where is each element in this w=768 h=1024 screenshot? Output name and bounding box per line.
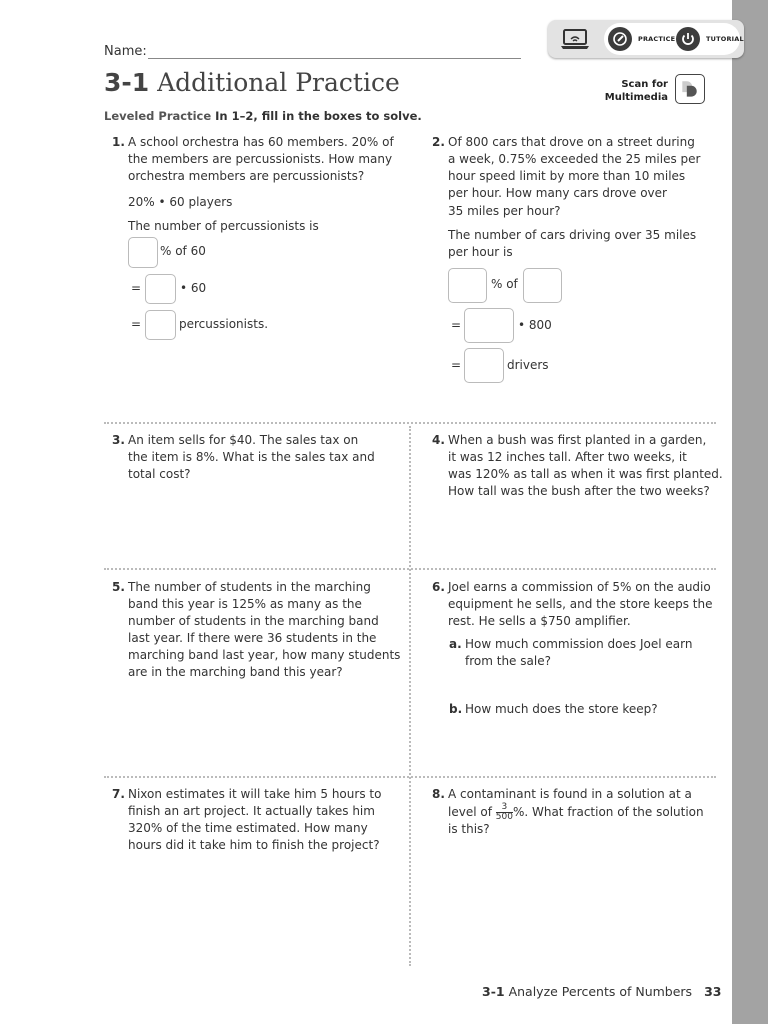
problem-4-text-line: was 120% as tall as when it was first planted. — [448, 467, 723, 481]
power-icon — [676, 27, 700, 51]
column-divider — [409, 426, 411, 966]
answer-box-1b[interactable] — [145, 274, 176, 304]
problem-6a-label: a. — [449, 637, 462, 651]
problem-2-text-line: Of 800 cars that drove on a street during — [448, 135, 695, 149]
problem-6a-text-line: from the sale? — [465, 654, 551, 668]
footer-lesson-title: Analyze Percents of Numbers — [508, 984, 693, 999]
problem-1-text-line: the members are percussionists. How many — [128, 152, 393, 166]
name-label: Name: — [104, 44, 147, 59]
problem-2-step3: drivers — [507, 358, 549, 372]
problem-5-text-line: band this year is 125% as many as the — [128, 597, 362, 611]
answer-box-2a[interactable] — [448, 268, 487, 303]
fraction-numerator: 3 — [496, 803, 513, 813]
fraction — [496, 803, 513, 822]
problem-1-answer-intro: The number of percussionists is — [128, 219, 319, 233]
problem-1-text-line: orchestra members are percussionists? — [128, 169, 365, 183]
problem-2-text-line: 35 miles per hour? — [448, 204, 561, 218]
problem-2-step1: % of — [491, 277, 518, 291]
scan-line-2: Multimedia — [604, 92, 668, 103]
fraction-denominator: 500 — [495, 812, 513, 822]
leveled-practice-label: Leveled Practice — [104, 109, 212, 123]
problem-1-step3: percussionists. — [179, 317, 269, 331]
tutorial-button[interactable] — [676, 27, 700, 51]
footer-lesson-number: 3-1 — [482, 984, 505, 999]
problem-6-text-line: equipment he sells, and the store keeps the — [448, 597, 713, 611]
multimedia-logo-icon — [676, 75, 703, 102]
problem-1-text-line: A school orchestra has 60 members. 20% of — [128, 135, 394, 149]
practice-pencil-icon — [608, 27, 632, 51]
problem-6-number: 6. — [432, 580, 445, 594]
problem-8-text-line: is this? — [448, 822, 490, 836]
answer-box-1c[interactable] — [145, 310, 176, 340]
problem-3-number: 3. — [112, 433, 125, 447]
divider — [104, 422, 716, 424]
problem-5-text-line: are in the marching band this year? — [128, 665, 343, 679]
problem-4-text-line: How tall was the bush after the two weeks? — [448, 484, 710, 498]
problem-5-text-line: last year. If there were 36 students in the — [128, 631, 377, 645]
scan-for-multimedia — [600, 78, 668, 104]
equals-sign: = — [451, 358, 462, 372]
toolbar-pill — [604, 23, 744, 55]
leveled-practice-instructions — [104, 109, 422, 123]
problem-8-text-line-2 — [448, 803, 704, 822]
page-title — [104, 68, 400, 97]
problem-8-level-of: level of — [448, 805, 492, 819]
problem-2-answer-line: The number of cars driving over 35 miles — [448, 228, 697, 242]
practice-button[interactable] — [608, 27, 632, 51]
page-footer — [482, 984, 721, 999]
answer-box-1a[interactable] — [128, 237, 158, 268]
equals-sign: = — [131, 281, 142, 295]
problem-7-text-line: Nixon estimates it will take him 5 hours to — [128, 787, 382, 801]
problem-2-answer-line: per hour is — [448, 245, 513, 259]
answer-box-2d[interactable] — [464, 348, 504, 383]
problem-7-text-line: hours did it take him to finish the project? — [128, 838, 380, 852]
page-edge-bar — [732, 0, 768, 1024]
problem-8-number: 8. — [432, 787, 445, 801]
problem-6b-label: b. — [449, 702, 463, 716]
problem-3-text-line: total cost? — [128, 467, 191, 481]
problem-5-text-line: number of students in the marching band — [128, 614, 379, 628]
problem-8-line2-end: %. What fraction of the solution — [512, 805, 704, 819]
laptop-icon[interactable] — [558, 26, 592, 52]
instructions-text: In 1–2, fill in the boxes to solve. — [215, 109, 422, 123]
problem-1-hint: 20% • 60 players — [128, 195, 233, 209]
problem-6-text-line: rest. He sells a $750 amplifier. — [448, 614, 631, 628]
problem-2-step2: • 800 — [518, 318, 552, 332]
problem-2-number: 2. — [432, 135, 445, 149]
multimedia-icon[interactable] — [675, 74, 705, 104]
answer-box-2b[interactable] — [523, 268, 562, 303]
problem-4-text-line: it was 12 inches tall. After two weeks, it — [448, 450, 687, 464]
problem-4-text-line: When a bush was first planted in a garden, — [448, 433, 707, 447]
problem-7-number: 7. — [112, 787, 125, 801]
lesson-title: Additional Practice — [157, 68, 400, 97]
problem-1-number: 1. — [112, 135, 125, 149]
digital-toolbar — [548, 20, 744, 58]
scan-line-1: Scan for — [621, 79, 668, 90]
problem-5-number: 5. — [112, 580, 125, 594]
lesson-number: 3-1 — [104, 68, 150, 97]
problem-7-text-line: finish an art project. It actually takes him — [128, 804, 375, 818]
problem-2-text-line: hour speed limit by more than 10 miles — [448, 169, 686, 183]
problem-3-text-line: the item is 8%. What is the sales tax and — [128, 450, 375, 464]
problem-3-text-line: An item sells for $40. The sales tax on — [128, 433, 359, 447]
page-number: 33 — [704, 984, 722, 999]
equals-sign: = — [131, 317, 142, 331]
problem-2-text-line: per hour. How many cars drove over — [448, 186, 667, 200]
problem-6-text-line: Joel earns a commission of 5% on the audio — [448, 580, 711, 594]
problem-7-text-line: 320% of the time estimated. How many — [128, 821, 368, 835]
problem-5-text-line: The number of students in the marching — [128, 580, 371, 594]
equals-sign: = — [451, 318, 462, 332]
practice-label[interactable]: PRACTICE — [638, 35, 676, 43]
answer-box-2c[interactable] — [464, 308, 514, 343]
problem-8-text-line: A contaminant is found in a solution at a — [448, 787, 692, 801]
problem-6b-text: How much does the store keep? — [465, 702, 658, 716]
problem-1-step1: % of 60 — [160, 244, 206, 258]
problem-5-text-line: marching band last year, how many students — [128, 648, 401, 662]
problem-1-step2: • 60 — [180, 281, 207, 295]
problem-6a-text-line: How much commission does Joel earn — [465, 637, 693, 651]
tutorial-label[interactable]: TUTORIAL — [706, 35, 744, 43]
problem-4-number: 4. — [432, 433, 445, 447]
problem-2-text-line: a week, 0.75% exceeded the 25 miles per — [448, 152, 701, 166]
name-line — [148, 58, 521, 59]
